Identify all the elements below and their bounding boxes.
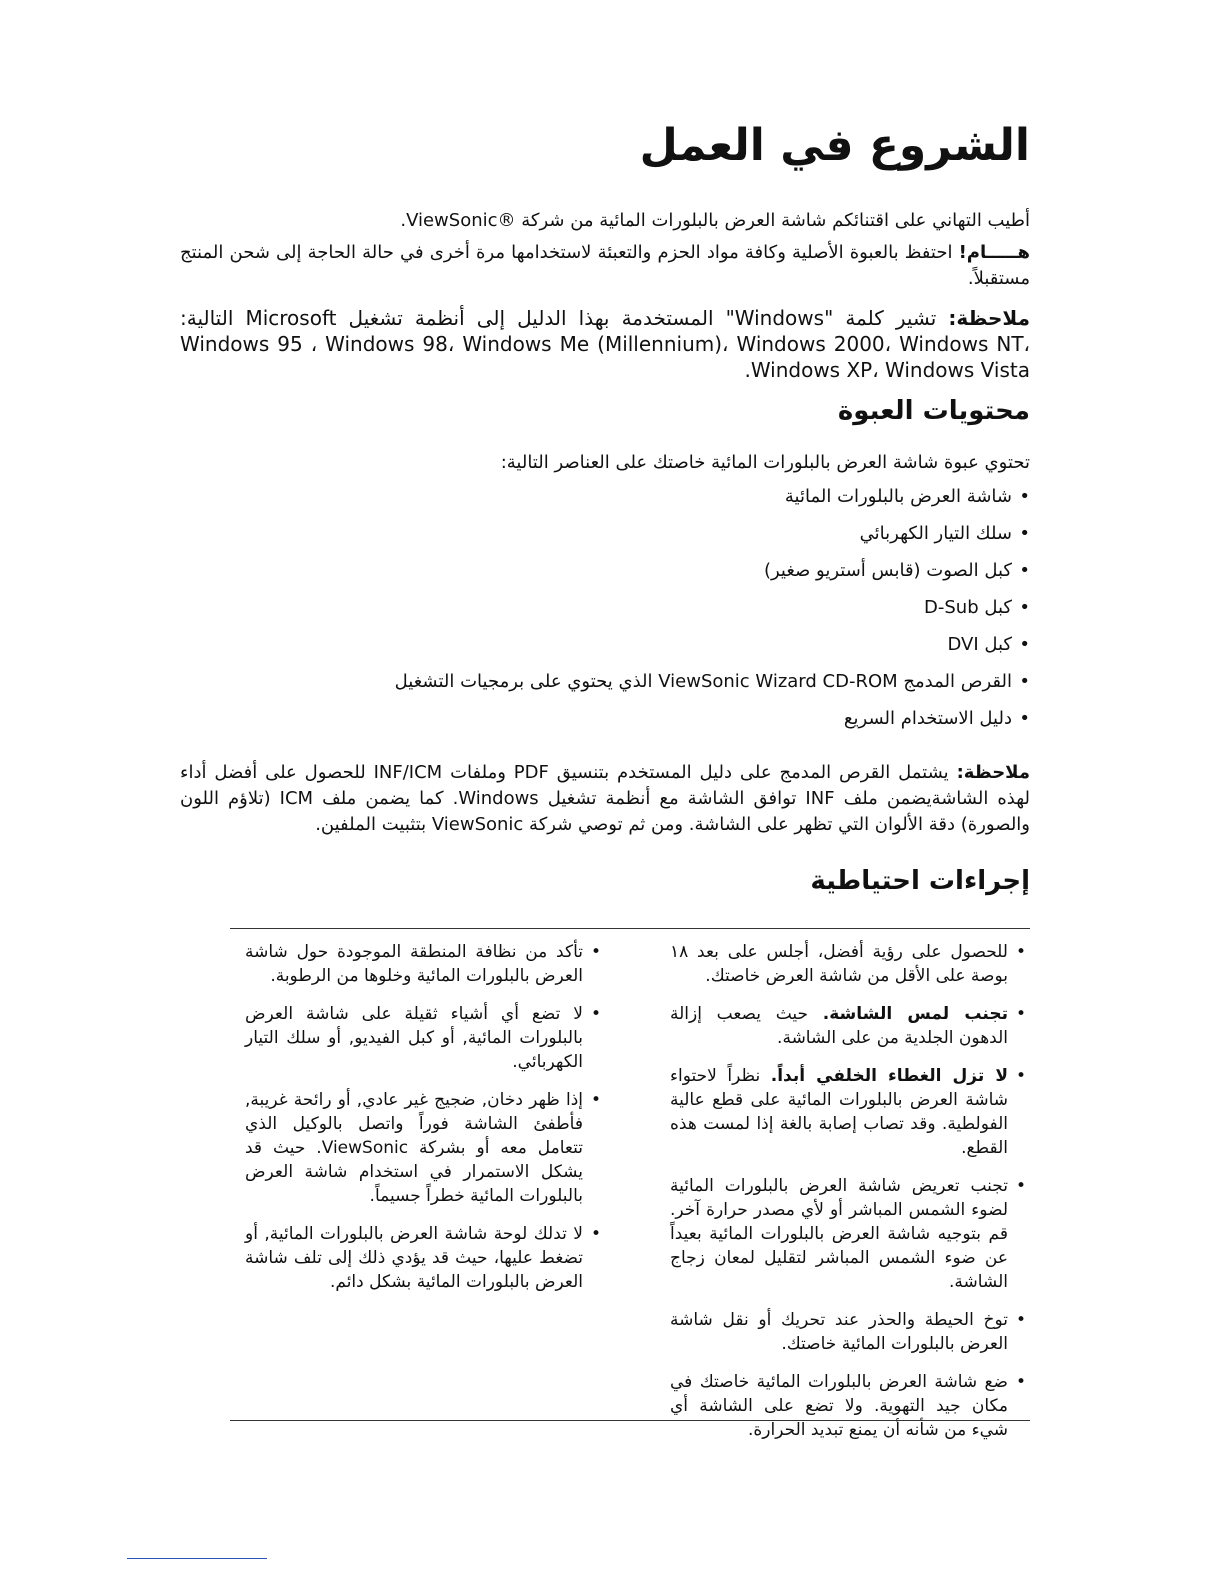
bold-lead: تجنب لمس الشاشة.: [822, 1004, 1008, 1024]
list-item: • كبل D-Sub: [180, 595, 1030, 632]
list-item: • القرص المدمج ViewSonic Wizard CD-ROM الذي يحتوي على برمجيات التشغيل: [180, 669, 1030, 706]
important-text: احتفظ بالعبوة الأصلية وكافة مواد الحزم والتعبئة لاستخدامها مرة أخرى في حالة الحاجة إلى شحن المنتج مستقبلاً.: [180, 242, 1030, 289]
note-text: تشير كلمة "Windows" المستخدمة بهذا الدليل إلى أنظمة تشغيل Microsoft التالية: Windows 95 ، Windows 98، Windows Me (Millennium)، Windows 2000، Windows NT، Windows XP، Windows Vista.: [180, 306, 1031, 382]
list-item: [670, 1002, 1030, 1050]
divider-top: [230, 928, 1030, 929]
cd-note: [180, 760, 1030, 838]
list-item: [670, 1064, 1030, 1160]
list-item: [670, 1308, 1030, 1356]
list-item: • سلك التيار الكهربائي: [180, 521, 1030, 558]
item-text: للحصول على رؤية أفضل، أجلس على بعد ١٨ بوصة على الأقل من شاشة العرض خاصتك.: [670, 942, 1008, 986]
congrats-paragraph: أطيب التهاني على اقتنائكم شاشة العرض بالبلورات المائية من شركة ®ViewSonic.: [400, 210, 1030, 231]
note-label: ملاحظة:: [956, 762, 1030, 783]
precautions-right-column: [670, 940, 1030, 1456]
package-contents-list: [180, 484, 1030, 743]
item-text: ضع شاشة العرض بالبلورات المائية خاصتك في مكان جيد التهوية. ولا تضع على الشاشة أي شيء من شأنه أن يمنع تبديد الحرارة.: [670, 1372, 1008, 1440]
precautions-heading: إجراءات احتياطية: [810, 866, 1030, 896]
list-item: [670, 940, 1030, 988]
divider-bottom: [230, 1420, 1030, 1421]
package-intro: تحتوي عبوة شاشة العرض بالبلورات المائية خاصتك على العناصر التالية:: [500, 452, 1030, 473]
bold-lead: لا تزل الغطاء الخلفي أبداً.: [770, 1066, 1008, 1086]
important-label: هـــــام!: [958, 242, 1030, 263]
precautions-left-column: [245, 940, 605, 1308]
item-text: تأكد من نظافة المنطقة الموجودة حول شاشة العرض بالبلورات المائية وخلوها من الرطوبة.: [245, 942, 583, 986]
list-item: • كبل الصوت (قابس أستريو صغير): [180, 558, 1030, 595]
manual-page: [180, 0, 1030, 1584]
note-label: ملاحظة:: [948, 306, 1030, 330]
list-item: [670, 1370, 1030, 1442]
item-text: توخ الحيطة والحذر عند تحريك أو نقل شاشة العرض بالبلورات المائية خاصتك.: [670, 1310, 1008, 1354]
list-item: [245, 1222, 605, 1294]
package-contents-heading: محتويات العبوة: [837, 396, 1030, 426]
item-text: نظراً لاحتواء شاشة العرض بالبلورات المائية على قطع عالية الفولطية. وقد تصاب إصابة بالغة إذا لمست هذه القطع.: [670, 1066, 1008, 1158]
item-text: لا تضع أي أشياء ثقيلة على شاشة العرض بالبلورات المائية, أو كبل الفيديو, أو سلك التيار الكهربائي.: [245, 1004, 583, 1072]
important-paragraph: [180, 240, 1030, 292]
item-text: تجنب تعريض شاشة العرض بالبلورات المائية لضوء الشمس المباشر أو لأي مصدر حرارة آخر. قم بتوجيه شاشة العرض بالبلورات المائية بعيداً عن ضوء الشمس المباشر لتقليل لمعان زجاج الشاشة.: [670, 1176, 1008, 1292]
item-text: إذا ظهر دخان, ضجيج غير عادي, أو رائحة غريبة, فأطفئ الشاشة فوراً واتصل بالوكيل الذي تتعامل معه أو بشركة ViewSonic. حيث قد يشكل الاستمرار في استخدام شاشة العرض بالبلورات المائية خطراً جسيماً.: [245, 1090, 583, 1206]
item-text: لا تدلك لوحة شاشة العرض بالبلورات المائية, أو تضغط عليها، حيث قد يؤدي ذلك إلى تلف شاشة العرض بالبلورات المائية بشكل دائم.: [245, 1224, 583, 1292]
footer-rule: [127, 1558, 267, 1559]
item-text: حيث يصعب إزالة الدهون الجلدية من على الشاشة.: [670, 1004, 1008, 1048]
list-item: [670, 1174, 1030, 1294]
list-item: • كبل DVI: [180, 632, 1030, 669]
list-item: • شاشة العرض بالبلورات المائية: [180, 484, 1030, 521]
note-text: يشتمل القرص المدمج على دليل المستخدم بتنسيق PDF وملفات INF/ICM للحصول على أفضل أداء لهذه الشاشةيضمن ملف INF توافق الشاشة مع أنظمة تشغيل Windows. كما يضمن ملف ICM (تلاؤم اللون والصورة) دقة الألوان التي تظهر على الشاشة. ومن ثم توصي شركة ViewSonic بتثبيت الملفين.: [180, 762, 1031, 835]
page-title: الشروع في العمل: [639, 120, 1030, 171]
list-item: [245, 1088, 605, 1208]
list-item: [245, 940, 605, 988]
list-item: • دليل الاستخدام السريع: [180, 706, 1030, 743]
windows-note: [180, 305, 1030, 383]
list-item: [245, 1002, 605, 1074]
